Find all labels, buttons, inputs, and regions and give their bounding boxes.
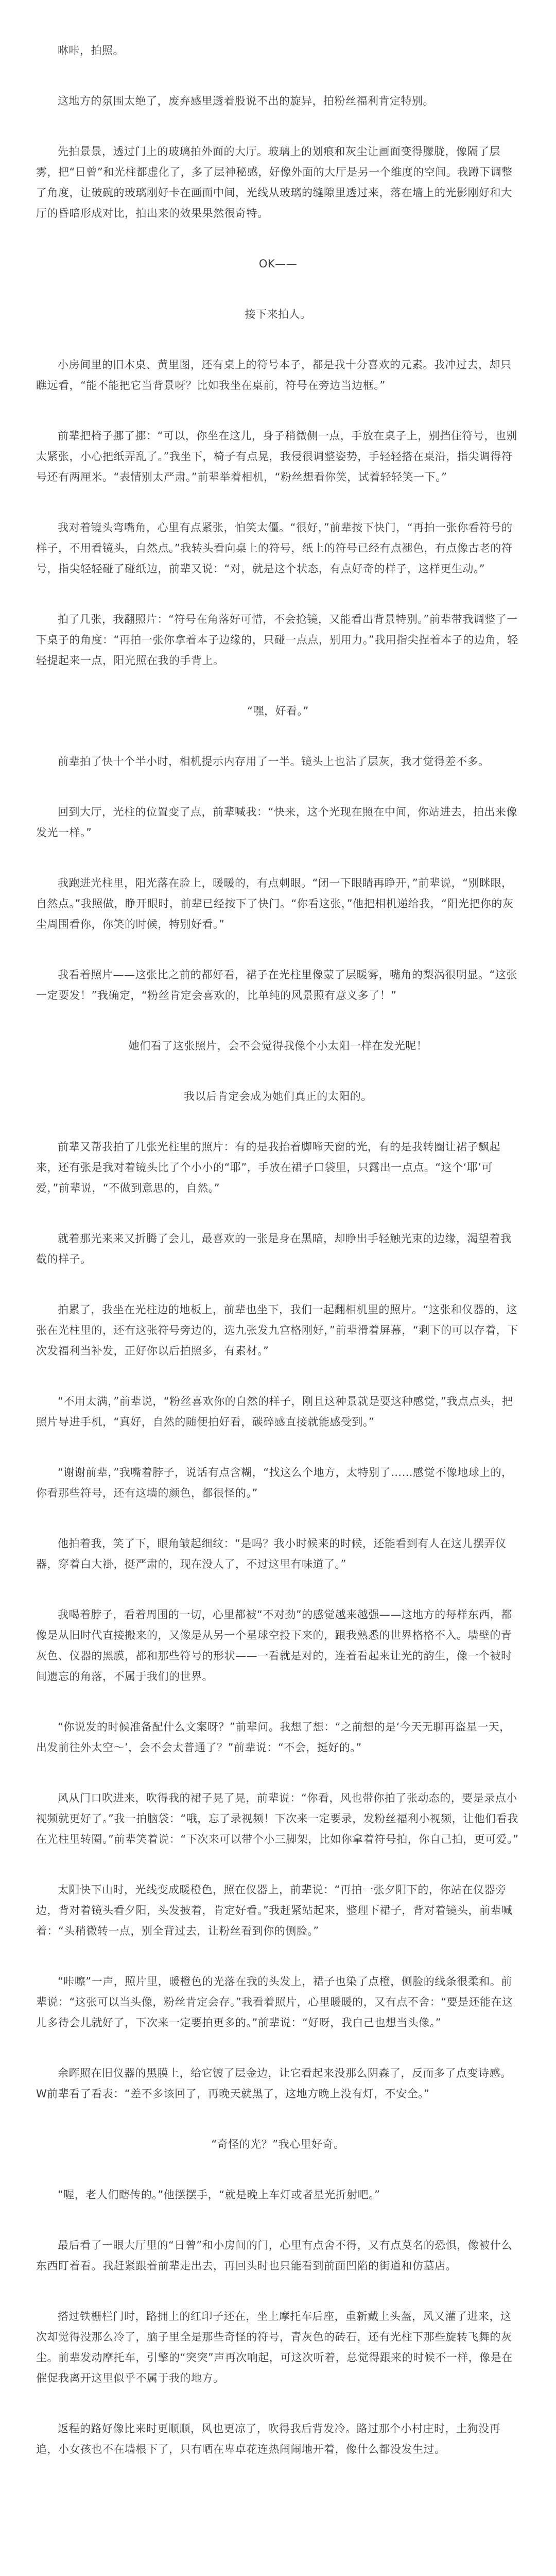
paragraph: 小房间里的旧木桌、黄里图，还有桌上的符号本子，都是我十分喜欢的元素。我冲过去，却只瞧远看，“能不能把它当背景呀？比如我坐在桌前，符号在旁边当边框。” bbox=[36, 359, 512, 392]
paragraph: 前辈把椅子挪了挪：“可以，你坐在这儿，身子稍微侧一点，手放在桌子上，别挡住符号，也别太紧张，小心把纸弄乱了。”我坐下，椅子有点晃，我侵很调整姿势，手轻轻搭在桌沿，指尖调得符号还有两厘米。“表情别太严肃。”前辈举着相机，“粉丝想看你笑，试着轻轻笑一下。” bbox=[36, 430, 517, 483]
paragraph: 她们看了这张照片，会不会觉得我像个小太阳一样在发光呢！ bbox=[128, 1040, 428, 1052]
paragraph: 拍了几张，我翻照片：“符号在角落好可惜，不会抢镜，又能看出背景特别。”前辈带我调整了一下桌子的角度：“再拍一张你拿着本子边缘的，只碰一点点，别用力。”我用指尖捏着本子的边角，轻轻提起来一点，阳光照在我的手背上。 bbox=[36, 613, 518, 667]
paragraph: 余晖照在旧仪器的黑膜上，给它镀了层金边，让它看起来没那么阴森了，反而多了点变诗感。W前辈看了看表：“差不多该回了，再晚天就黑了，这地方晚上没有灯，不安全。” bbox=[36, 2067, 512, 2100]
paragraph: 这地方的氛围太绝了，废弃感里透着股说不出的旋异，拍粉丝福利肯定特别。 bbox=[58, 95, 434, 107]
paragraph: 搭过铁栅栏门时，路拥上的红印子还在，坐上摩托车后座，重新戴上头盔，风又灌了进来，这次却觉得没那么冷了，脑子里全是那些奇怪的符号，青灰色的砖石，还有光柱下那些旋转飞舞的灰尘。前辈发动摩托车，引擎的“突突”声再次响起，可这次听着，总觉得跟来的时候不一样，像是在催促我离开这里似乎不属于我的地方。 bbox=[36, 2310, 513, 2384]
paragraph: 先拍景景，透过门上的玻璃拍外面的大厅。玻璃上的划痕和灰尘让画面变得朦胧，像隔了层雾，把“日曾”和光柱都虚化了，多了层神秘感，好像外面的大厅是另一个维度的空间。我蹲下调整了角度，让破碗的玻璃刚好卡在画面中间，光线从玻璃的缝隙里透过来，落在墙上的光影刚好和大厅的昏暗形成对比，拍出来的效果果然很奇特。 bbox=[36, 145, 513, 219]
paragraph: 前辈拍了快十个半小时，相机提示内存用了一半。镜头上也沾了层灰，我才觉得差不多。 bbox=[58, 755, 490, 768]
paragraph: “奇怪的光？”我心里好奇。 bbox=[211, 2138, 345, 2150]
paragraph: “咔嚓”一声，照片里，暖橙色的光落在我的头发上，裙子也染了点橙，侧脸的线条很柔和。前辈说：“这张可以当头像，粉丝肯定会存。”我看着照片，心里暖暖的，又有点不舍：“要是还能在这儿多待会儿就好了，下次来一定要拍更多的。”前辈说：“好呀，我白己也想当头像。” bbox=[36, 1975, 513, 2029]
paragraph: “你说发的时候准备配什么文案呀？”前辈问。我想了想：“之前想的是‘今天无聊再盗星一天，出发前往外太空～’，会不会太普通了？”前辈说：“不会，挺好的。” bbox=[36, 1721, 511, 1754]
paragraph: 我对着镜头弯嘴角，心里有点紧张，怕笑太僵。“很好，”前辈按下快门，“再拍一张你看符号的样子，不用看镜头，自然点。”我转头看向桌上的符号，纸上的符号已经有点褪色，有点像古老的符号，指尖轻轻碰了碰纸边，前辈又说：“对，就是这个状态，有点好奇的样子，这样更生动。” bbox=[36, 521, 513, 575]
paragraph: “不用太满，”前辈说，“粉丝喜欢你的自然的样子，刚且这种景就是要这种感觉，”我点点头，把照片导进手机，“真好，自然的随便拍好看，碳碎感直接就能感受到。” bbox=[36, 1395, 513, 1428]
paragraph: “谢谢前辈，”我嘴着脖子，说话有点含糊，“找这么个地方，太特别了……感觉不像地球上的，你看那些符号，还有这墙的颜色，都很怪的。” bbox=[36, 1466, 513, 1499]
paragraph: “喔，老人们瞎传的。”他摆摆手，“就是晚上车灯或者星光折射吧。” bbox=[58, 2189, 380, 2201]
paragraph: 最后看了一眼大厅里的“日曾”和小房间的门，心里有点舍不得，又有点莫名的恐惧，像被什么东西盯着看。我赶紧跟着前辈走出去，再回头时也只能看到前面凹陷的街道和仿墓店。 bbox=[36, 2239, 512, 2272]
paragraph: OK—— bbox=[258, 258, 298, 270]
paragraph: 回到大厅，光柱的位置变了点，前辈喊我：“快来，这个光现在照在中间，你站进去，拍出来像发光一样。” bbox=[36, 806, 517, 839]
paragraph: 拍累了，我坐在光柱边的地板上，前辈也坐下，我们一起翻相机里的照片。“这张和仪器的，这张在光柱里的，还有这张符号旁边的，选九张发九宫格刚好，”前辈滑着屏幕，“剩下的可以存着，下次发福利当补发，正好你以后拍照多，有素材。” bbox=[36, 1303, 518, 1357]
paragraph: 返程的路好像比来时更顺顺，风也更凉了，吹得我后背发冷。路过那个小村庄时，土狗没再追，小女孩也不在墙根下了，只有晒在卑卓花连热闹闹地开着，像什么都没发生过。 bbox=[36, 2422, 500, 2455]
paragraph: 我喝着脖子，看着周围的一切，心里都被“不对劲”的感觉越来越强——这地方的每样东西，都像是从旧时代直接搬来的，又像是从另一个星球空投下来的，跟我熟悉的世界格格不入。墙壁的青灰色、仪器的黑膜，都和那些符号的形状——一看就是对的，连着看起来让光的韵生，像一个被时间遗忘的角落，不属于我们的世界。 bbox=[36, 1608, 512, 1683]
paragraph: 他拍着我，笑了下，眼角皱起细纹：“是吗？我小时候来的时候，还能看到有人在这儿摆弄仪器，穿着白大褂，挺严肃的，现在没人了，不过这里有味道了。” bbox=[36, 1537, 507, 1570]
paragraph: 就着那光来来又折腾了会儿，最喜欢的一张是身在黑暗，却睁出手轻触光束的边缘，渴望着我截的样子。 bbox=[36, 1232, 512, 1265]
paragraph: 太阳快下山时，光线变成暖橙色，照在仪器上，前辈说：“再拍一张夕阳下的，你站在仪器旁边，背对着镜头看夕阳，头发披着，肯定好看。”我赶紧站起来，整理下裙子，背对着镜头，前辈喊着：“头稍微转一点，别全背过去，让粉丝看到你的侧脸。” bbox=[36, 1884, 513, 1937]
paragraph: “嘿，好看。” bbox=[247, 705, 309, 717]
paragraph: 我看着照片——这张比之前的都好看，裙子在光柱里像蒙了层暖雾，嘴角的梨涡很明显。“这张一定要发！”我确定，“粉丝肯定会喜欢的，比单纯的风景照有意义多了！” bbox=[36, 969, 517, 1002]
paragraph: 风从门口吹进来，吹得我的裙子晃了晃，前辈说：“你看，风也带你拍了张动态的，要是录点小视频就更好了。”我一拍脑袋：“哦，忘了录视频！下次来一定要录，发粉丝福利小视频，让他们看我在光柱里转圈。”前辈笑着说：“下次来可以带个小三脚架，比如你拿着符号拍，你自己拍，更可爱。” bbox=[36, 1792, 519, 1845]
paragraph: 接下来拍人。 bbox=[245, 308, 311, 320]
paragraph: 前辈又帮我拍了几张光柱里的照片：有的是我抬着脚啼天窗的光，有的是我转圈让裙子飘起来，还有张是我对着镜头比了个小小的“耶”，手放在裙子口袋里，只露出一点点。“这个‘耶’可爱，”前辈说，“不做到意思的，自然。” bbox=[36, 1141, 500, 1194]
paragraph: 我跑进光柱里，阳光落在脸上，暖暖的，有点刺眼。“闭一下眼睛再睁开，”前辈说，“别眯眼，自然点。”我照做，睁开眼时，前辈已经按下了快门。“你看这张，”他把相机递给我，“阳光把你的灰尘周围看你，你笑的时候，特别好看。” bbox=[36, 877, 514, 930]
paragraph: 我以后肯定会成为她们真正的太阳的。 bbox=[184, 1090, 372, 1103]
paragraph: 咻咔，拍照。 bbox=[58, 44, 124, 57]
